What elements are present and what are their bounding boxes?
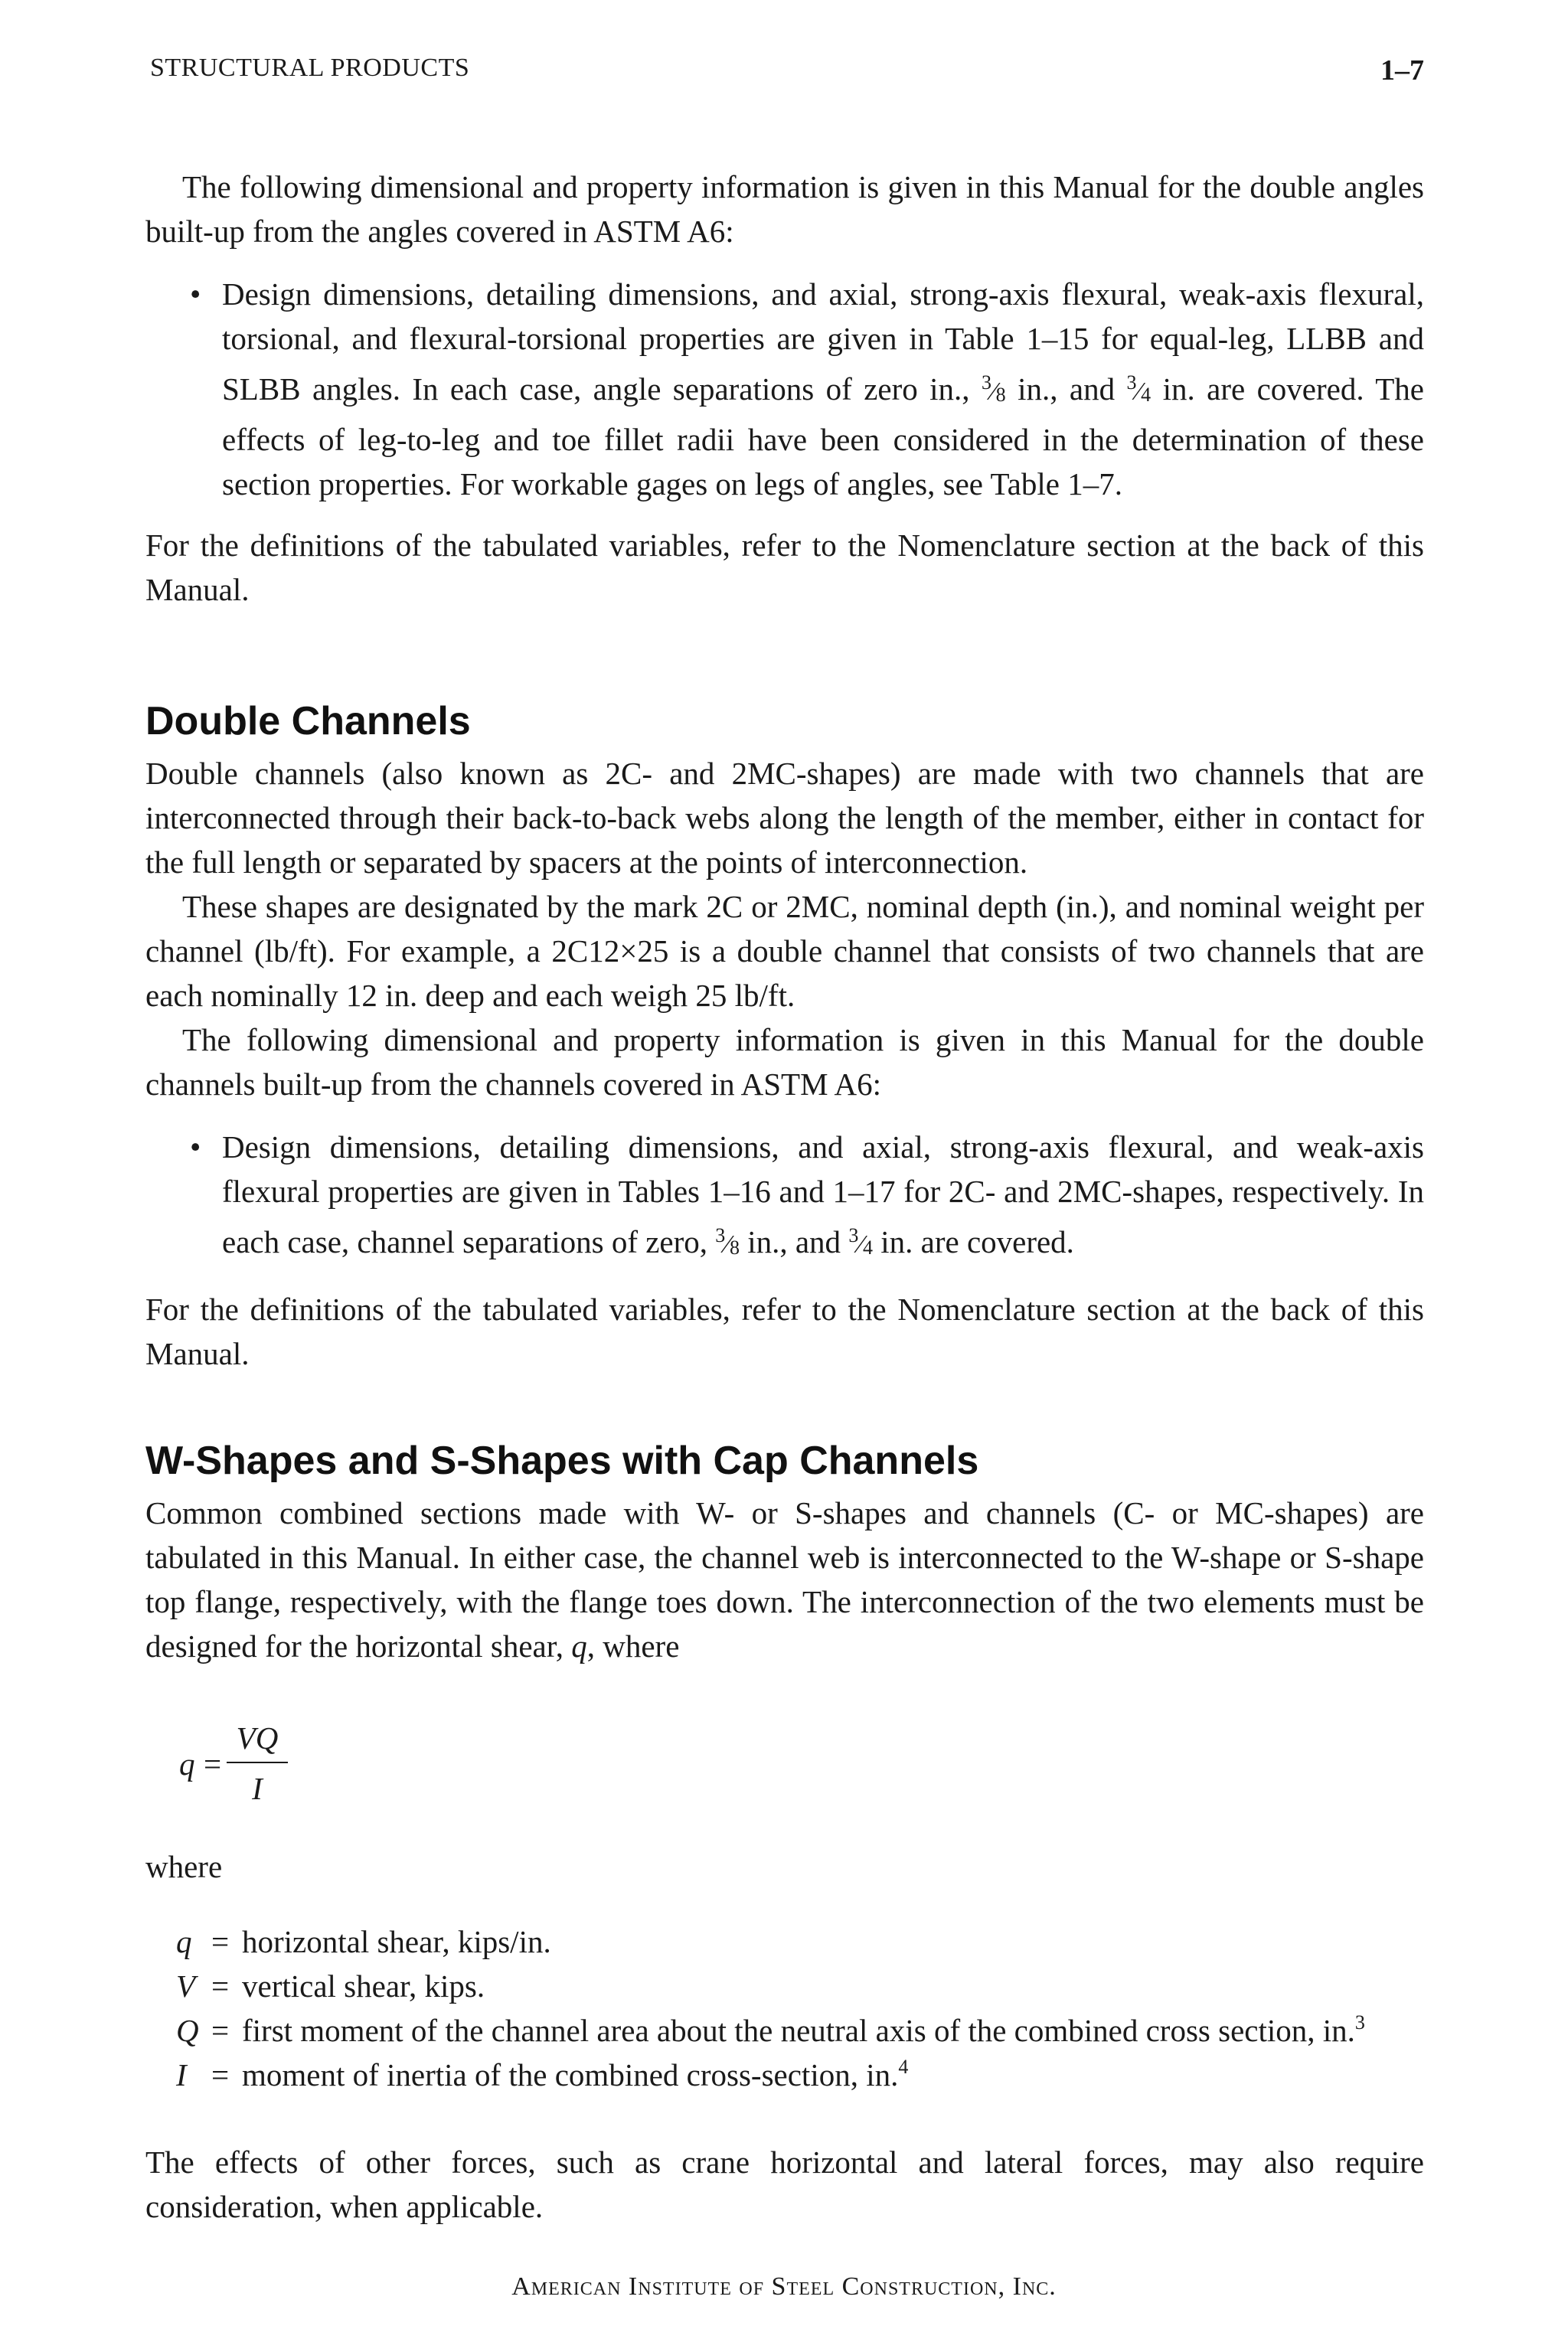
nomenclature-note: For the definitions of the tabulated variables, refer to the Nomenclature section at the back of this Manual. (145, 528, 1424, 607)
section-heading-cap-channels: W-Shapes and S-Shapes with Cap Channels (145, 1439, 979, 1483)
fraction: $^3$⁄4 (1126, 371, 1152, 406)
definition-row (145, 2053, 1424, 2097)
double-channels-bullet-item (190, 1125, 1424, 1270)
bullet-icon: • (190, 1129, 201, 1165)
definition-equals: = (211, 2057, 230, 2092)
double-channels-bullet-list (145, 1125, 1424, 1270)
closing-paragraph: The effects of other forces, such as crane horizontal and lateral forces, may also require consideration, when applicable. (145, 2145, 1424, 2224)
definition-row (145, 1964, 1424, 2008)
definition-row (145, 1919, 1424, 1964)
bullet-text: in. are covered. (873, 1224, 1074, 1259)
nomenclature-note: For the definitions of the tabulated variables, refer to the Nomenclature section at the back of this Manual. (145, 1292, 1424, 1371)
where-label: where (145, 1849, 223, 1884)
definition-text: first moment of the channel area about the neutral axis of the combined cross section, in.$^3$ (242, 2011, 1365, 2048)
fraction: $^3$⁄8 (981, 371, 1006, 406)
intro-paragraph: The following dimensional and property information is given in this Manual for the double angles built-up from the angles covered in ASTM A6: (145, 169, 1424, 249)
definition-text: vertical shear, kips. (242, 1968, 485, 2004)
definition-equals: = (211, 1968, 230, 2004)
page-number: 1–7 (1380, 54, 1424, 87)
section-heading-double-channels: Double Channels (145, 699, 471, 743)
definition-symbol: Q (176, 2013, 199, 2048)
cap-channels-paragraph: Common combined sections made with W- or S-shapes and channels (C- or MC-shapes) are tabulated in this Manual. In either case, the channel web is interconnected to the W-shape or S-shape top flange, respectively, with the flange toes down. The interconnection of the two elements must be designed for the horizontal shear, q, where (145, 1495, 1424, 1664)
bullet-text: Design dimensions, detailing dimensions, and axial, strong-axis flexural, and weak-axis flexural properties are given in Tables 1–16 and 1–17 for 2C- and 2MC-shapes, respectively. In each case, channel separations of zero, (222, 1129, 1424, 1259)
bullet-text: in., and (739, 1224, 849, 1259)
bullet-icon: • (190, 276, 201, 312)
bullet-text: in. are covered. The effects of leg-to-leg and toe fillet radii have been considered in the determination of these section properties. For workable gages on legs of angles, see Table 1–7. (222, 371, 1424, 501)
bullet-text: in., and (1005, 371, 1127, 407)
definition-equals: = (211, 2013, 230, 2048)
definition-text: horizontal shear, kips/in. (242, 1924, 551, 1959)
definition-symbol: q (176, 1924, 192, 1959)
variable-q: q (571, 1628, 587, 1664)
fraction-bar (227, 1762, 288, 1763)
intro-bullet-list (145, 272, 1424, 506)
double-channels-paragraph: The following dimensional and property information is given in this Manual for the double channels built-up from the channels covered in ASTM A6: (145, 1022, 1424, 1102)
definition-symbol: I (176, 2057, 187, 2092)
definition-text: moment of inertia of the combined cross-section, in.$^4$ (242, 2056, 909, 2092)
formula-lhs: q (179, 1746, 195, 1782)
shear-formula (145, 1707, 1424, 1821)
formula-numerator: VQ (236, 1720, 279, 1756)
fraction: $^3$⁄8 (715, 1224, 740, 1259)
formula-denominator: I (252, 1771, 263, 1806)
double-channels-paragraph: Double channels (also known as 2C- and 2MC-shapes) are made with two channels that are interconnected through their back-to-back webs along the length of the member, either in contact for the full length or separated by spacers at the points of interconnection. (145, 756, 1424, 880)
definition-row (145, 2008, 1424, 2053)
intro-bullet-item (190, 272, 1424, 506)
fraction: $^3$⁄4 (848, 1224, 873, 1259)
page-body (145, 165, 1424, 2229)
formula-equals: = (204, 1746, 222, 1782)
double-channels-paragraph: These shapes are designated by the mark 2C or 2MC, nominal depth (in.), and nominal weight per channel (lb/ft). For example, a 2C12×25 is a double channel that consists of two channels that are each nominally 12 in. deep and each weigh 25 lb/ft. (145, 889, 1424, 1013)
variable-definitions (145, 1919, 1424, 2097)
running-title: STRUCTURAL PRODUCTS (150, 54, 470, 82)
definition-equals: = (211, 1924, 230, 1959)
definition-symbol: V (176, 1968, 196, 2004)
page-footer: American Institute of Steel Construction, Inc. (511, 2272, 1057, 2301)
bullet-text: Design dimensions, detailing dimensions, and axial, strong-axis flexural, weak-axis flexural, torsional, and flexural-torsional properties are given in Table 1–15 for equal-leg, LLBB and SLBB angles. In each case, angle separations of zero in., (222, 276, 1424, 407)
